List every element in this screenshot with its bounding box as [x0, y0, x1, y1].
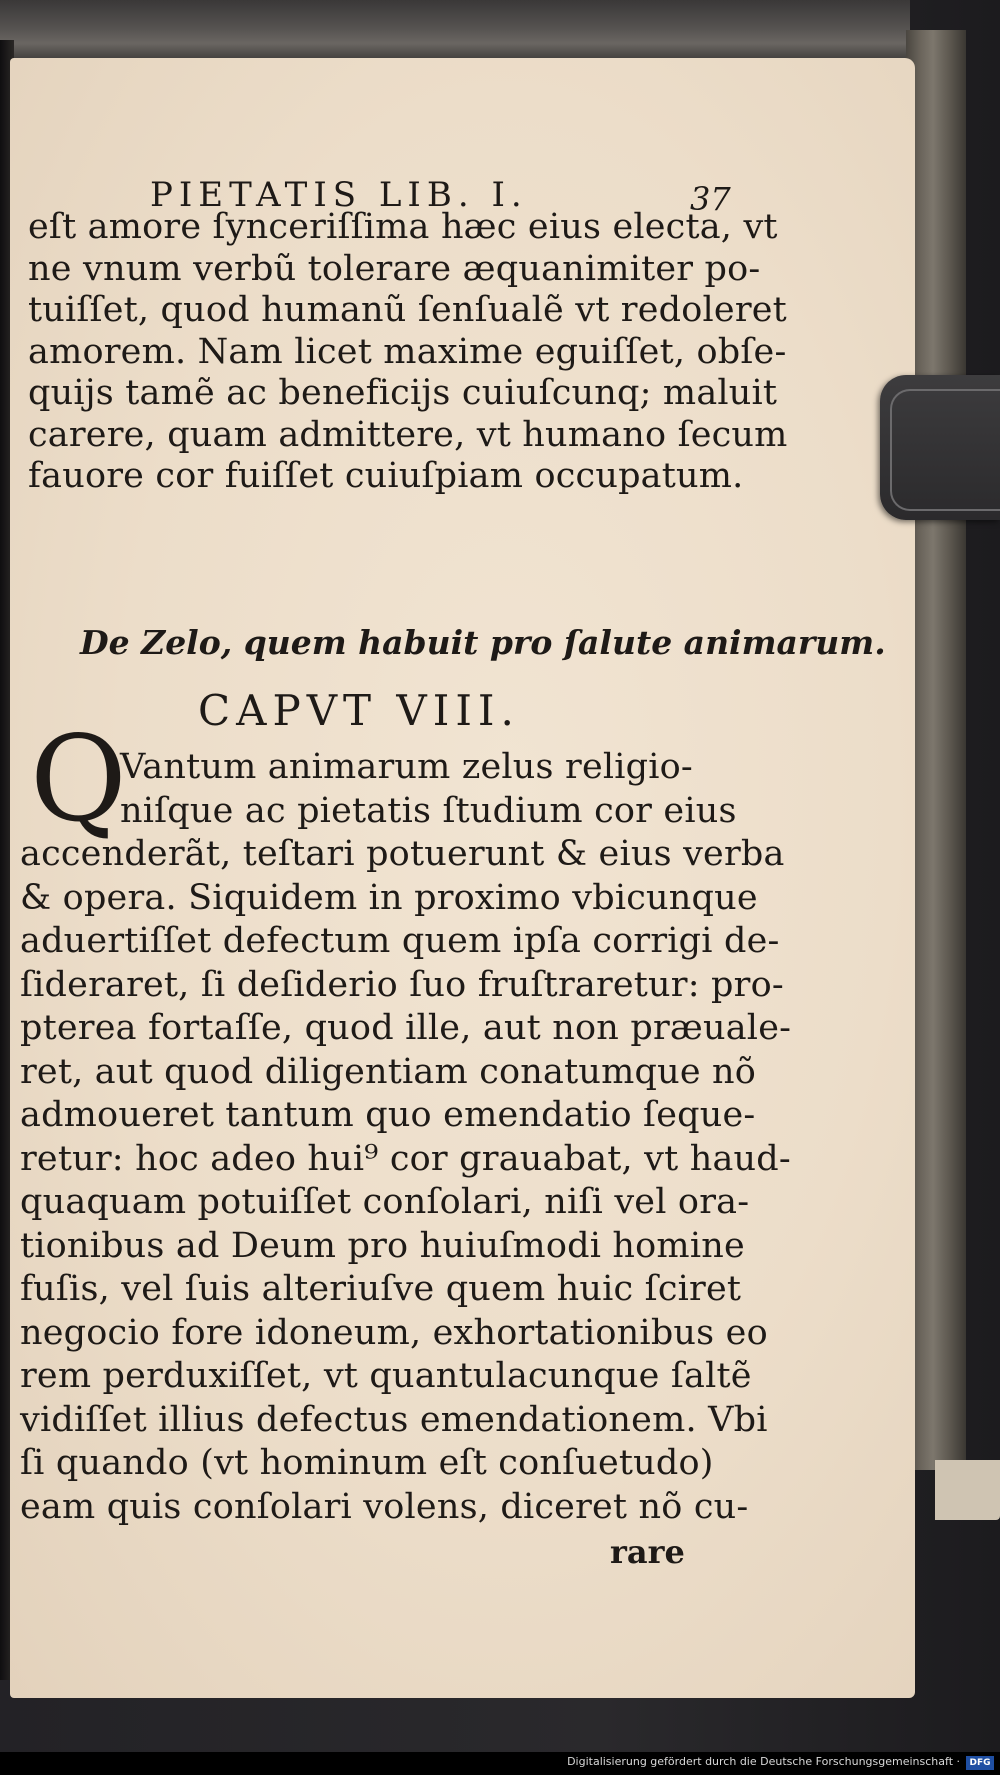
text-line: tuiſſet, quod humanũ ſenſualẽ vt redoleret — [28, 290, 787, 330]
text-line: retur: hoc adeo hui⁹ cor grauabat, vt haud- — [20, 1138, 791, 1179]
dfg-logo: DFG — [966, 1756, 994, 1770]
text-line: rem perduxiſſet, vt quantulacunque ſaltẽ — [20, 1356, 752, 1396]
book-top-edge — [0, 0, 910, 62]
text-line: pterea fortaſſe, quod ille, aut non præuale- — [20, 1008, 792, 1048]
footer-bar — [0, 1752, 1000, 1775]
catchword: rare — [610, 1533, 685, 1571]
text-line: & opera. Siquidem in proximo vbicunque — [20, 877, 758, 918]
page-number: 37 — [690, 180, 731, 218]
text-line: fauore cor fuiſſet cuiuſpiam occupatum. — [28, 456, 744, 496]
running-head: PIETATIS LIB. I. — [150, 175, 528, 215]
text-line: niſque ac pietatis ſtudium cor eius — [120, 790, 737, 831]
text-line: tionibus ad Deum pro huiuſmodi homine — [20, 1225, 745, 1266]
text-line: quijs tamẽ ac beneficijs cuiuſcunq; maluit — [28, 373, 778, 413]
text-line: ſi quando (vt hominum eſt conſuetudo) — [20, 1443, 714, 1483]
footer-credit: Digitalisierung gefördert durch die Deutsche Forschungsgemeinschaft · — [567, 1755, 960, 1768]
text-line: negocio fore idoneum, exhortationibus eo — [20, 1312, 768, 1353]
text-line: vidiſſet illius defectus emendationem. Vbi — [20, 1399, 768, 1440]
chapter-subtitle: De Zelo, quem habuit pro ſalute animarum. — [80, 623, 886, 662]
text-line: ret, aut quod diligentiam conatumque nõ — [20, 1051, 757, 1092]
text-line: aduertiſſet defectum quem ipſa corrigi de- — [20, 921, 780, 961]
text-line: admoueret tantum quo emendatio ſeque- — [20, 1095, 756, 1135]
text-line: ſideraret, ſi deſiderio ſuo fruſtraretur: pro- — [20, 964, 784, 1005]
chapter-heading: CAPVT VIII. — [198, 686, 520, 735]
text-line: ne vnum verbũ tolerare æquanimiter po- — [28, 248, 761, 289]
text-line: eſt amore ſynceriſſima hæc eius electa, vt — [28, 207, 778, 247]
text-line: accenderãt, teſtari potuerunt & eius verba — [20, 834, 785, 874]
text-line: carere, quam admittere, vt humano ſecum — [28, 414, 788, 455]
book-page — [10, 58, 915, 1698]
book-cover-corner — [935, 1460, 1000, 1520]
text-line: Vantum animarum zelus religio- — [120, 747, 693, 787]
text-line: amorem. Nam licet maxime eguiſſet, obſe- — [28, 331, 787, 372]
text-line: quaquam potuiſſet conſolari, niſi vel ora- — [20, 1182, 750, 1222]
page-clip — [880, 375, 1000, 520]
text-line: eam quis conſolari volens, diceret nõ cu- — [20, 1486, 749, 1527]
drop-capital: Q — [30, 710, 127, 848]
text-line: fuſis, vel ſuis alteriuſve quem huic ſciret — [20, 1269, 742, 1309]
